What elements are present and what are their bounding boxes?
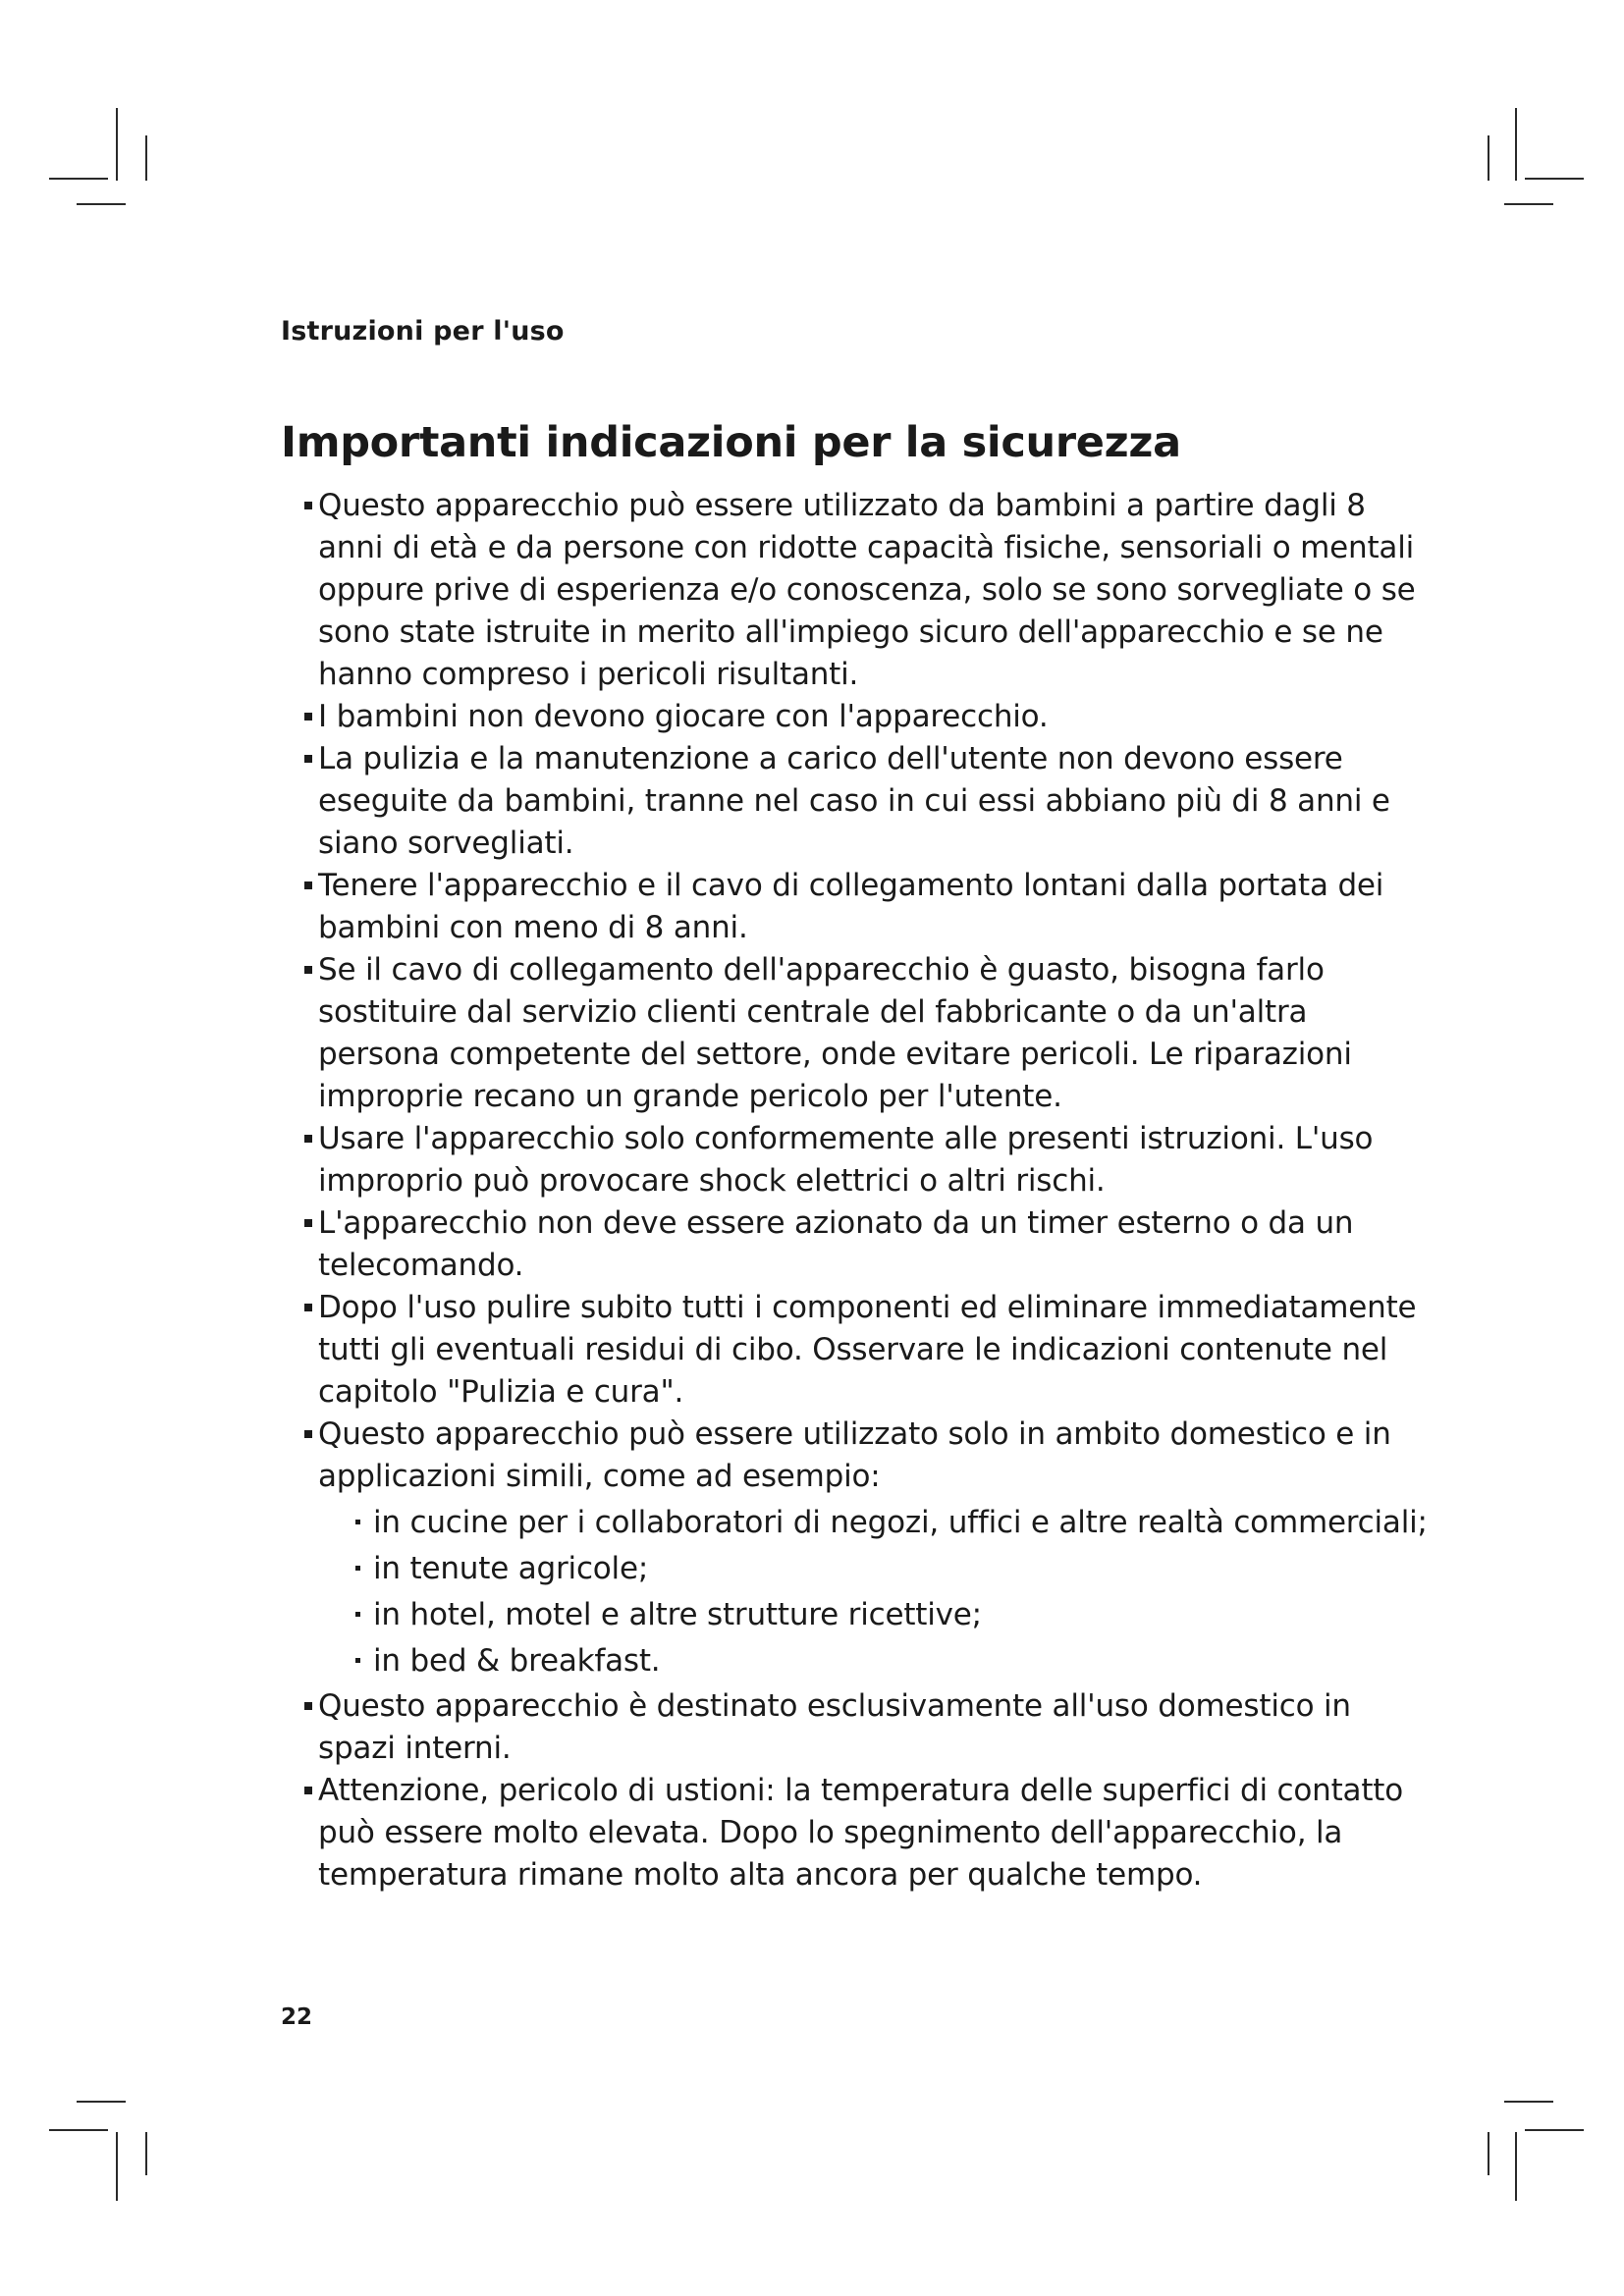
list-item-text: I bambini non devono giocare con l'apparecchio. bbox=[318, 699, 1049, 734]
crop-mark bbox=[1504, 2101, 1553, 2103]
sub-list-item bbox=[355, 1594, 1434, 1636]
list-item-text: Questo apparecchio può essere utilizzato solo in ambito domestico e in applicazioni simili, come ad esempio: bbox=[318, 1416, 1391, 1494]
bullet-icon bbox=[304, 713, 312, 721]
bullet-icon bbox=[304, 1702, 312, 1710]
list-item-text: Se il cavo di collegamento dell'apparecchio è guasto, bisogna farlo sostituire dal servizio clienti centrale del fabbricante o da un'altra persona competente del settore, onde evitare pericoli. Le riparazioni improprie recano un grande pericolo per l'utente. bbox=[318, 952, 1352, 1114]
list-item bbox=[304, 1414, 1434, 1498]
crop-mark bbox=[1488, 2132, 1489, 2175]
list-item bbox=[304, 1202, 1434, 1287]
sub-list-item bbox=[355, 1502, 1434, 1544]
sub-list-item bbox=[355, 1640, 1434, 1682]
sub-list-item-text: in cucine per i collaboratori di negozi, uffici e altre realtà commerciali; bbox=[373, 1505, 1428, 1540]
list-item-text: Tenere l'apparecchio e il cavo di collegamento lontani dalla portata dei bambini con meno di 8 anni. bbox=[318, 868, 1384, 945]
list-item-text: La pulizia e la manutenzione a carico dell'utente non devono essere eseguite da bambini, tranne nel caso in cui essi abbiano più di 8 anni e siano sorvegliati. bbox=[318, 741, 1390, 861]
crop-mark bbox=[77, 203, 126, 205]
crop-mark bbox=[1525, 178, 1584, 180]
dot-icon bbox=[355, 1658, 360, 1663]
list-item-text: L'apparecchio non deve essere azionato da un timer esterno o da un telecomando. bbox=[318, 1205, 1354, 1283]
sub-list-item bbox=[355, 1548, 1434, 1590]
bullet-icon bbox=[304, 881, 312, 889]
list-item bbox=[304, 485, 1434, 696]
safety-instructions bbox=[304, 485, 1434, 1896]
list-item bbox=[304, 1685, 1434, 1770]
bullet-icon bbox=[304, 1787, 312, 1794]
bullet-icon bbox=[304, 1430, 312, 1438]
crop-mark bbox=[116, 2132, 118, 2201]
page-number: 22 bbox=[281, 2004, 313, 2030]
list-item-text: Usare l'apparecchio solo conformemente alle presenti istruzioni. L'uso improprio può provocare shock elettrici o altri rischi. bbox=[318, 1121, 1374, 1199]
crop-mark bbox=[145, 2132, 147, 2175]
sub-list-item-text: in bed & breakfast. bbox=[373, 1643, 661, 1679]
bullet-icon bbox=[304, 502, 312, 509]
list-item bbox=[304, 949, 1434, 1118]
crop-mark bbox=[1515, 108, 1517, 181]
section-header: Istruzioni per l'uso bbox=[281, 316, 565, 347]
list-item bbox=[304, 738, 1434, 865]
bullet-icon bbox=[304, 966, 312, 974]
page-title: Importanti indicazioni per la sicurezza bbox=[281, 418, 1181, 467]
list-item-text: Questo apparecchio può essere utilizzato da bambini a partire dagli 8 anni di età e da persone con ridotte capacità fisiche, sensoriali o mentali oppure prive di esperienza e/o conoscenza, solo se sono sorvegliate o se sono state istruite in merito all'impiego sicuro dell'apparecchio e se ne hanno compreso i pericoli risultanti. bbox=[318, 488, 1416, 692]
sub-list-item-text: in hotel, motel e altre strutture ricettive; bbox=[373, 1597, 982, 1632]
list-item-text: Questo apparecchio è destinato esclusivamente all'uso domestico in spazi interni. bbox=[318, 1688, 1351, 1766]
crop-mark bbox=[116, 108, 118, 181]
crop-mark bbox=[1504, 203, 1553, 205]
crop-mark bbox=[1525, 2129, 1584, 2131]
bullet-icon bbox=[304, 1219, 312, 1227]
list-item bbox=[304, 1287, 1434, 1414]
bullet-icon bbox=[304, 755, 312, 763]
list-item bbox=[304, 1118, 1434, 1202]
crop-mark bbox=[1515, 2132, 1517, 2201]
crop-mark bbox=[49, 178, 108, 180]
dot-icon bbox=[355, 1612, 360, 1617]
list-item bbox=[304, 865, 1434, 949]
bullet-icon bbox=[304, 1304, 312, 1311]
domestic-uses-list bbox=[304, 1502, 1434, 1682]
crop-mark bbox=[77, 2101, 126, 2103]
list-item-text: Attenzione, pericolo di ustioni: la temperatura delle superfici di contatto può essere molto elevata. Dopo lo spegnimento dell'apparecchio, la temperatura rimane molto alta ancora per qualche tempo. bbox=[318, 1773, 1403, 1893]
crop-mark bbox=[1488, 135, 1489, 181]
crop-mark bbox=[145, 135, 147, 181]
list-item bbox=[304, 696, 1434, 738]
dot-icon bbox=[355, 1520, 360, 1524]
list-item bbox=[304, 1770, 1434, 1896]
bullet-icon bbox=[304, 1135, 312, 1143]
crop-mark bbox=[49, 2129, 108, 2131]
sub-list-item-text: in tenute agricole; bbox=[373, 1551, 649, 1586]
list-item-text: Dopo l'uso pulire subito tutti i componenti ed eliminare immediatamente tutti gli eventuali residui di cibo. Osservare le indicazioni contenute nel capitolo "Pulizia e cura". bbox=[318, 1290, 1417, 1410]
dot-icon bbox=[355, 1566, 360, 1571]
